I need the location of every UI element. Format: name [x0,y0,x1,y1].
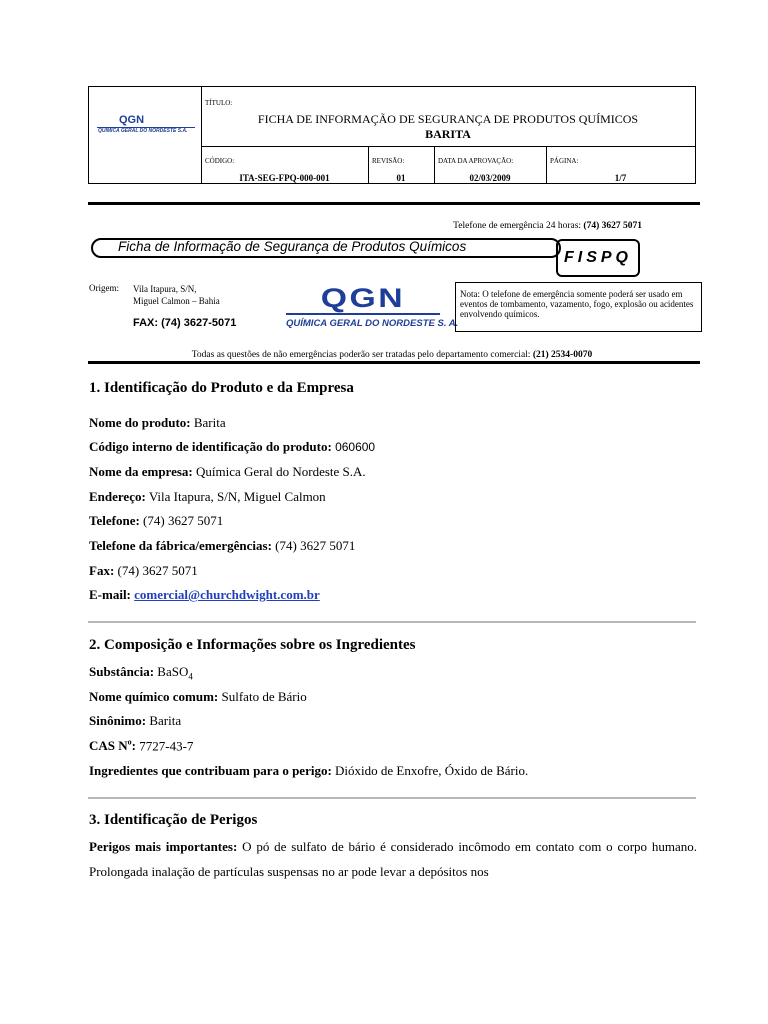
section3-label: Perigos mais importantes: [89,839,238,854]
page-title [201,112,695,142]
field-substancia-label: Substância: [89,664,155,679]
title-line1: FICHA DE INFORMAÇÃO DE SEGURANÇA DE PRODUTOS QUÍMICOS [257,112,639,126]
field-nome-quimico-value: Sulfato de Bário [221,689,307,704]
field-row [89,415,226,431]
field-label: Fax: [89,563,115,578]
commercial-phone: (21) 2534-0070 [532,350,593,360]
field-substancia-value: BaSO [157,664,189,679]
emergency-line [300,221,642,231]
emergency-phone: (74) 3627 5071 [583,221,642,231]
field-value: Química Geral do Nordeste S.A. [196,464,366,479]
origin-logo [286,283,459,329]
field-ingredientes [89,763,528,779]
banner-text: Ficha de Informação de Segurança de Produtos Químicos [118,239,467,254]
field-label: Nome da empresa: [89,464,193,479]
emergency-label: Telefone de emergência 24 horas: [453,221,582,231]
field-label: Telefone da fábrica/emergências: [89,538,272,553]
origin-line2: Miguel Calmon – Bahia [133,296,220,306]
field-ingredientes-label: Ingredientes que contribuam para o perigo: [89,763,332,778]
section2-title: 2. Composição e Informações sobre os Ingredientes [89,637,416,653]
field-substancia [89,664,193,682]
origin-label: Origem: [89,283,119,293]
revisao-label: REVISÃO: [372,157,405,165]
titulo-label: TÍTULO: [205,99,233,107]
codigo-label: CÓDIGO: [205,157,235,165]
field-row [89,563,198,579]
field-cas-colon: : [131,738,136,754]
field-cas-label: CAS N [89,738,128,754]
field-value: 060600 [335,440,376,454]
pagina-label: PÁGINA: [550,157,579,165]
header-logo: QGN [119,114,145,126]
field-cas-value: 7727-43-7 [139,738,194,754]
origin-fax: FAX: (74) 3627-5071 [133,317,237,329]
commercial-line [88,350,696,360]
origin-logo-text: QGN [320,283,406,313]
field-nome-quimico [89,689,307,705]
origin-logo-subtitle: QUÍMICA GERAL DO NORDESTE S. A. [286,318,459,329]
header-table [88,86,696,184]
title-line2: BARITA [425,127,471,141]
field-label: Código interno de identificação do produto: [89,439,332,454]
field-value: (74) 3627 5071 [275,538,356,553]
field-label: Endereço: [89,489,146,504]
field-sinonimo-value: Barita [149,713,182,728]
section3-title: 3. Identificação de Perigos [89,812,258,828]
fispq-badge: FISPQ [556,239,640,277]
top-rule [88,202,700,205]
field-ingredientes-value: Dióxido de Enxofre, Óxido de Bário. [335,763,529,778]
field-sinonimo-label: Sinônimo: [89,713,147,728]
field-cas-sup: o [127,738,132,747]
section3-paragraph [89,834,697,884]
section3-text: O pó de sulfato de bário é considerado incômodo em contato com o corpo humano. Prolongada inalação de partículas suspensas no ar pode levar a depósitos nos [89,839,698,879]
field-value: Barita [193,415,226,430]
field-cas [89,738,193,754]
section1-divider [88,621,696,623]
field-row [89,439,375,455]
nota-box: Nota: O telefone de emergência somente poderá ser usado em eventos de tombamento, vazamento, fogo, explosão ou acidentes envolvendo químicos. [455,282,702,332]
field-label: Telefone: [89,513,140,528]
header-logo-subtitle: QUÍMICA GERAL DO NORDESTE S.A. [98,128,188,134]
header-logo-cell [89,87,202,183]
field-row [89,464,366,480]
email-link[interactable]: comercial@churchdwight.com.br [134,587,320,602]
field-nome-quimico-label: Nome químico comum: [89,689,219,704]
field-value: (74) 3627 5071 [117,563,198,578]
origin-logo-line [286,313,440,315]
pagina-value: 1/7 [614,173,627,183]
data-value: 02/03/2009 [469,173,511,183]
field-row [89,489,326,505]
revisao-value: 01 [396,173,406,183]
origin-address [133,283,220,307]
origin-line1: Vila Itapura, S/N, [133,284,197,294]
data-label: DATA DA APROVAÇÃO: [438,157,514,165]
field-value: (74) 3627 5071 [143,513,224,528]
commercial-text: Todas as questões de não emergências poderão ser tratadas pelo departamento comercial: [191,350,531,360]
field-row [89,513,223,529]
codigo-value: ITA-SEG-FPQ-000-001 [239,173,330,183]
header-row-divider [201,146,695,147]
field-row [89,538,355,554]
field-label: E-mail: [89,587,131,602]
commercial-rule [88,361,700,364]
section2-divider [88,797,696,799]
field-value: Vila Itapura, S/N, Miguel Calmon [148,489,326,504]
field-label: Nome do produto: [89,415,191,430]
section1-title: 1. Identificação do Produto e da Empresa [89,380,354,396]
field-sinonimo [89,713,181,729]
field-row [89,587,320,603]
field-substancia-sub: 4 [188,671,193,682]
